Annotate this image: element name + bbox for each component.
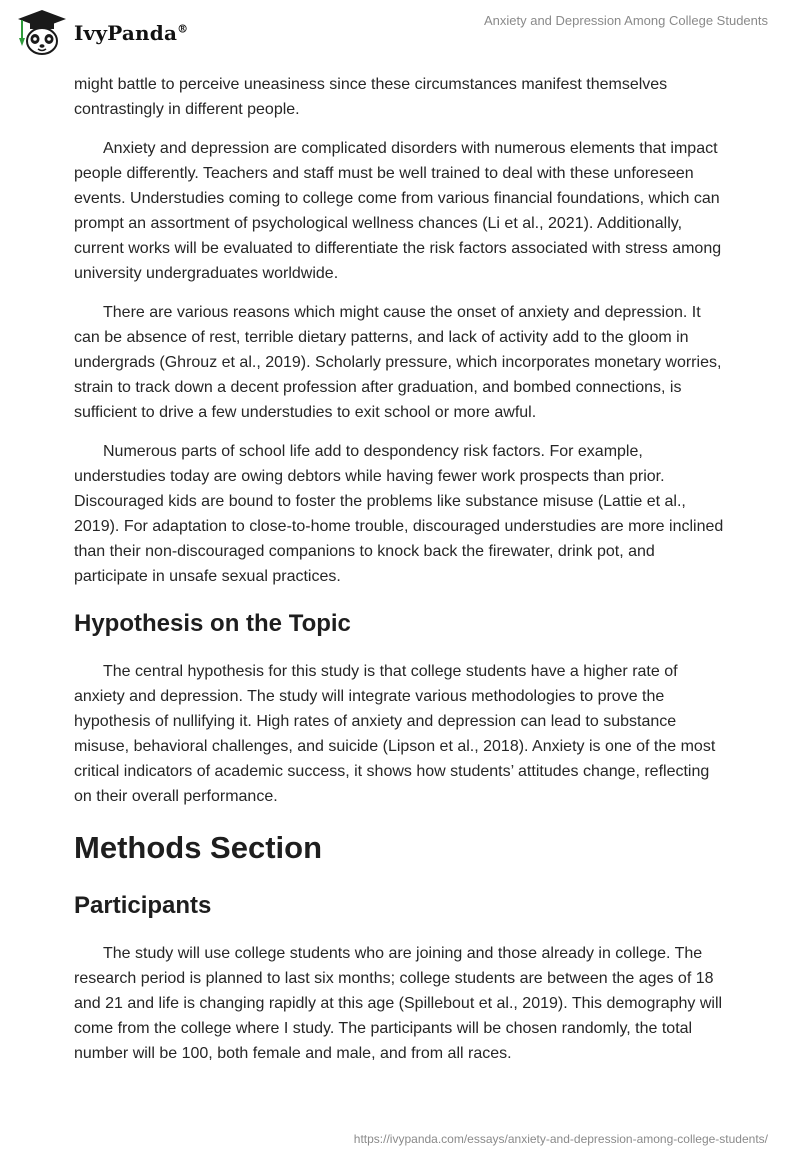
section-heading-participants: Participants [74, 892, 212, 919]
ivypanda-logo[interactable] [14, 8, 194, 58]
section-heading-hypothesis: Hypothesis on the Topic [74, 610, 351, 637]
paragraph: The central hypothesis for this study is that college students have a higher rate of anxiety and depression. The study will integrate various methodologies to prove the hypothesis of nullifying it. High rates of anxiety and depression can lead to substance misuse, behavioral challenges, and suicide (Lipson et al., 2018). Anxiety is one of the most critical indicators of academic success, it shows how students’ attitudes change, reflecting on their overall performance. [74, 663, 716, 805]
paragraph: There are various reasons which might cause the onset of anxiety and depression. It can be absence of rest, terrible dietary patterns, and lack of activity add to the gloom in undergrads (Ghrouz et al., 2019). Scholarly pressure, which incorporates monetary worries, strain to track down a decent profession after graduation, and bombed connections, is sufficient to drive a few understudies to exit school or more awful. [74, 304, 722, 421]
essay-body [74, 72, 726, 1080]
paragraph-continuation: might battle to perceive uneasiness since these circumstances manifest themselves contrastingly in different people. [74, 76, 668, 118]
document-title: Anxiety and Depression Among College Students [483, 13, 768, 28]
registered-mark: ® [177, 22, 189, 36]
paragraph: Numerous parts of school life add to despondency risk factors. For example, understudies today are owing debtors while having fewer work prospects than prior. Discouraged kids are bound to foster the problems like substance misuse (Lattie et al., 2019). For adaptation to close-to-home trouble, discouraged understudies are more inclined than their non-discouraged companions to knock back the firewater, drink pot, and participate in unsafe sexual practices. [74, 443, 724, 585]
page-header [0, 0, 800, 70]
paragraph: Anxiety and depression are complicated disorders with numerous elements that impact people differently. Teachers and staff must be well trained to deal with these unforeseen events. Understudies coming to college come from various financial foundations, which can prompt an assortment of psychological wellness chances (Li et al., 2021). Additionally, current works will be evaluated to differentiate the risk factors associated with stress among university undergraduates worldwide. [74, 140, 722, 282]
paragraph: The study will use college students who are joining and those already in college. The research period is planned to last six months; college students are between the ages of 18 and 21 and life is changing rapidly at this age (Spillebout et al., 2019). This demography will come from the college where I study. The participants will be chosen randomly, the total number will be 100, both female and male, and from all races. [74, 945, 723, 1062]
panda-graduate-icon [14, 8, 70, 58]
source-url[interactable]: https://ivypanda.com/essays/anxiety-and-depression-among-college-students/ [353, 1132, 768, 1146]
section-heading-methods: Methods Section [74, 830, 323, 865]
logo-wordmark: IvyPanda® [74, 21, 189, 45]
